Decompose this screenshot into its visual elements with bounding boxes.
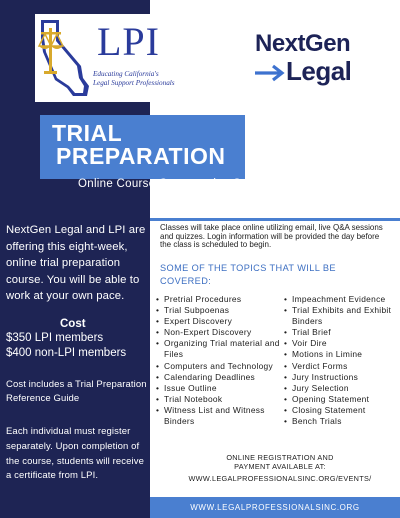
topic-item: • Bench Trials	[284, 416, 398, 427]
topic-item: • Expert Discovery	[156, 316, 282, 327]
topics-heading: SOME OF THE TOPICS THAT WILL BE COVERED:	[160, 263, 336, 286]
cost-lpi-members: $350 LPI members	[6, 332, 104, 344]
registration-line1: ONLINE REGISTRATION AND	[226, 453, 334, 462]
topic-item: • Trial Exhibits and Exhibit Binders	[284, 305, 398, 327]
topic-item: • Trial Brief	[284, 327, 398, 338]
registration-link[interactable]: WWW.LEGALPROFESSIONALSINC.ORG/EVENTS/	[188, 474, 372, 484]
topic-item: • Calendaring Deadlines	[156, 372, 282, 383]
california-scales-icon	[37, 18, 95, 100]
page-title-line1: TRIAL	[52, 120, 123, 146]
nextgen-logo-line2: Legal	[286, 56, 352, 86]
topics-list-left	[156, 294, 282, 427]
topic-item: • Closing Statement	[284, 405, 398, 416]
topic-item: • Jury Selection	[284, 383, 398, 394]
topic-item: • Non-Expert Discovery	[156, 327, 282, 338]
registration-info	[188, 453, 372, 484]
topic-item: • Issue Outline	[156, 383, 282, 394]
topic-item: • Trial Notebook	[156, 394, 282, 405]
cost-heading: Cost	[60, 318, 86, 330]
page-title-line2: PREPARATION	[56, 143, 226, 169]
topic-item: • Opening Statement	[284, 394, 398, 405]
topic-item: • Trial Subpoenas	[156, 305, 282, 316]
footer-url-link[interactable]: WWW.LEGALPROFESSIONALSINC.ORG	[190, 503, 360, 512]
topic-item: • Impeachment Evidence	[284, 294, 398, 305]
topic-item: • Voir Dire	[284, 338, 398, 349]
topic-item: • Jury Instructions	[284, 372, 398, 383]
lpi-tagline	[93, 70, 185, 87]
nextgen-logo-line1: NextGen	[255, 30, 351, 57]
class-info-text: Classes will take place online utilizing email, live Q&A sessions and quizzes. Login information will be provided the day before the class is scheduled to begin.	[160, 223, 383, 249]
topic-item: • Computers and Technology	[156, 361, 282, 372]
lpi-wordmark: LPI	[97, 19, 160, 64]
topic-item: • Pretrial Procedures	[156, 294, 282, 305]
register-note: Each individual must register separately. Upon completion of the course, students will receive a certificate from LPI.	[6, 426, 144, 482]
includes-text: Cost includes a Trial Preparation Reference Guide	[6, 379, 147, 404]
topic-item: • Verdict Forms	[284, 361, 398, 372]
course-subtitle: Online Course Commencing September 6	[78, 178, 303, 190]
cost-non-members: $400 non-LPI members	[6, 347, 127, 359]
topics-list-right	[284, 294, 398, 427]
topic-item: • Motions in Limine	[284, 349, 398, 360]
topic-item: • Organizing Trial material and Files	[156, 338, 282, 360]
lpi-tagline-line1: Educating California's	[93, 70, 159, 78]
intro-text: NextGen Legal and LPI are offering this eight-week, online trial preparation course. You will be able to work at your own pace.	[6, 224, 146, 302]
registration-line2: PAYMENT AVAILABLE AT:	[234, 462, 326, 472]
arrow-right-icon	[253, 64, 287, 82]
topic-item: • Witness List and Witness Binders	[156, 405, 282, 427]
lpi-tagline-line2: Legal Support Professionals	[93, 78, 175, 87]
accent-divider	[150, 218, 400, 221]
